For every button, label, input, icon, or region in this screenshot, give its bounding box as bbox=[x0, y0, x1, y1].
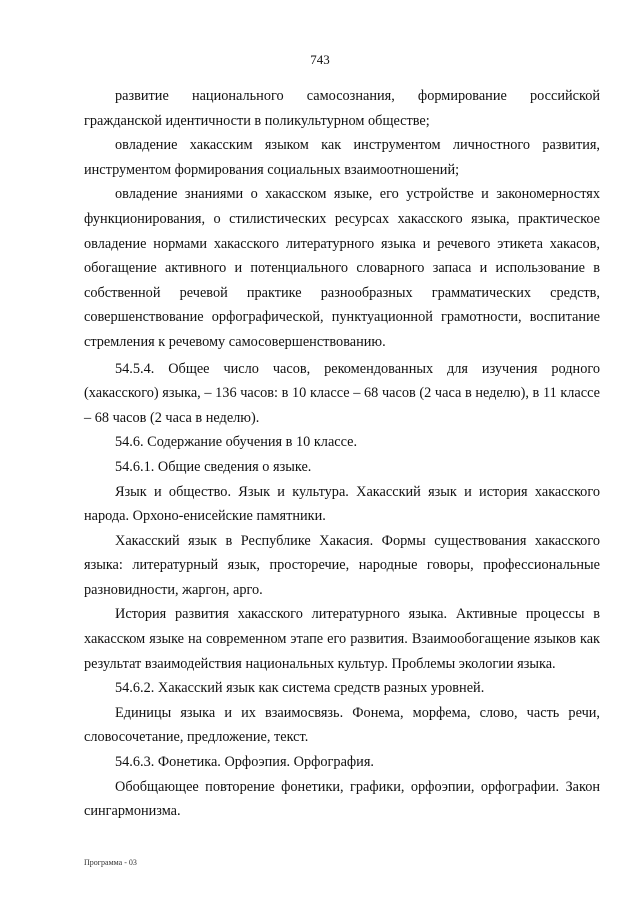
footer-label: Программа - 03 bbox=[84, 858, 137, 867]
section-heading: 54.6.1. Общие сведения о языке. bbox=[115, 458, 312, 475]
section-heading: 54.6. Содержание обучения в 10 классе. bbox=[115, 434, 358, 451]
page-number: 743 bbox=[310, 52, 330, 67]
paragraph: овладение знаниями о хакасском языке, его устройстве и закономерностях функционирования, о стилистических ресурсах хакасского языка, практическое овладение нормами хакасского литературного языка и речевого этикета хакасов, обогащение активного и потенциального словарного запаса и использование в собственной речевой практике разнообразных грамматических средств, совершенствование орфографической, пунктуационной грамотности, воспитание стремления к речевому самосовершенствованию. bbox=[84, 186, 600, 350]
section-heading: 54.6.2. Хакасский язык как система средств разных уровней. bbox=[115, 680, 485, 697]
section-heading: 54.6.3. Фонетика. Орфоэпия. Орфография. bbox=[115, 754, 374, 771]
paragraph: 54.5.4. Общее число часов, рекомендованных для изучения родного (хакасского) языка, – 136 часов: в 10 классе – 68 часов (2 часа в неделю), в 11 классе – 68 часов (2 часа в неделю). bbox=[84, 360, 600, 426]
paragraph: Язык и общество. Язык и культура. Хакасский язык и история хакасского народа. Орхоно-енисейские памятники. bbox=[84, 483, 600, 525]
paragraph: История развития хакасского литературного языка. Активные процессы в хакасском языке на современном этапе его развития. Взаимообогащение языков как результат взаимодействия национальных культур. Проблемы экологии языка. bbox=[84, 606, 600, 672]
paragraph: Единицы языка и их взаимосвязь. Фонема, морфема, слово, часть речи, словосочетание, предложение, текст. bbox=[84, 704, 600, 746]
paragraph: развитие национального самосознания, формирование российской гражданской идентичности в поликультурном обществе; bbox=[84, 88, 600, 129]
paragraph: овладение хакасским языком как инструментом личностного развития, инструментом формирования социальных взаимоотношений; bbox=[84, 137, 600, 178]
paragraph: Хакасский язык в Республике Хакасия. Формы существования хакасского языка: литературный язык, просторечие, народные говоры, профессиональные разновидности, жаргон, арго. bbox=[84, 532, 600, 598]
body-text bbox=[84, 84, 600, 824]
paragraph: Обобщающее повторение фонетики, графики, орфоэпии, орфографии. Закон сингармонизма. bbox=[84, 778, 600, 820]
